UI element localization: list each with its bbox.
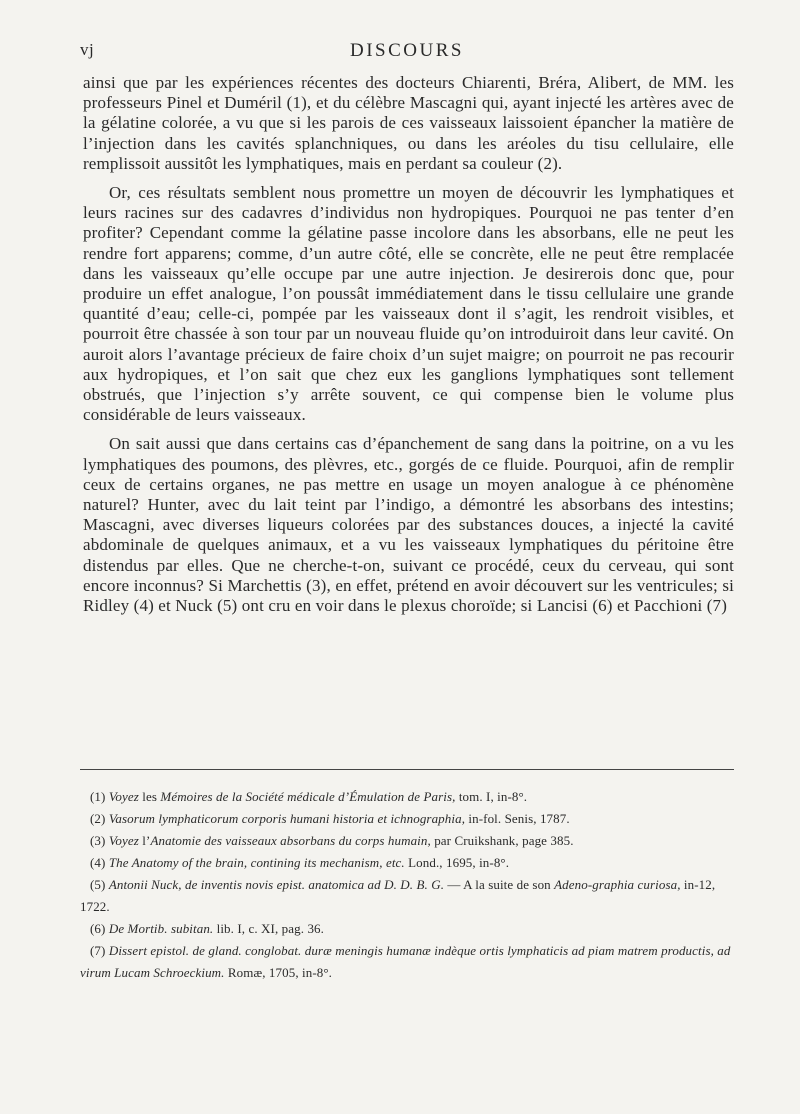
footnote: (5) Antonii Nuck, de inventis novis epist. anatomica ad D. D. B. G. — A la suite de son Adeno-graphia curiosa, in-12, 1722.	[80, 877, 716, 914]
page-header	[80, 40, 734, 66]
paragraph-3: On sait aussi que dans certains cas d’épanchement de sang dans la poitrine, on a vu les lymphatiques des poumons, des plèvres, etc., gorgés de ce fluide. Pourquoi, afin de remplir ceux de certains organes, ne pas mettre en usage un moyen analogue à ce phénomène naturel? Hunter, avec du lait teint par l’indigo, a démontré les absorbans des intestins; Mascagni, avec diverses liqueurs colorées par des substances douces, a injecté la cavité abdominale de quelques animaux, et a vu les vaisseaux lymphatiques du péritoine être distendus par elles. Que ne cherche-t-on, suivant ce procédé, ceux du cerveau, qui sont encore inconnus? Si Marchettis (3), en effet, prétend en avoir découvert sur les ventricules; si Ridley (4) et Nuck (5) ont cru en voir dans le plexus choroïde; si Lancisi (6) et Pacchioni (7)	[83, 434, 734, 616]
page-number: vj	[80, 40, 95, 59]
footnote: (3) Voyez l’Anatomie des vaisseaux absorbans du corps humain, par Cruikshank, page 385.	[90, 833, 574, 848]
paragraph-1: ainsi que par les expériences récentes des docteurs Chiarenti, Bréra, Alibert, de MM. les professeurs Pinel et Duméril (1), et du célèbre Mascagni qui, ayant injecté les artères avec de la gélatine colorée, a vu que si les parois de ces vaisseaux laissoient épancher la matière de l’injection dans les cavités splanchniques, ou dans les aréoles du tisu cellulaire, elle remplissoit aussitôt les lymphatiques, mais en perdant sa couleur (2).	[83, 73, 734, 173]
footnote: (7) Dissert epistol. de gland. conglobat. duræ meningis humanæ indèque ortis lymphaticis ad piam matrem productis, ad virum Lucam Schroeckium. Romæ, 1705, in-8°.	[80, 943, 731, 980]
body-text	[83, 73, 734, 616]
footnote: (2) Vasorum lymphaticorum corporis humani historia et ichnographia, in-fol. Senis, 1787.	[90, 811, 570, 826]
footnotes	[80, 786, 734, 984]
running-title: DISCOURS	[350, 40, 464, 61]
footnote-rule	[80, 769, 734, 770]
footnote: (1) Voyez les Mémoires de la Société médicale d’Émulation de Paris, tom. I, in-8°.	[90, 789, 528, 804]
footnote: (4) The Anatomy of the brain, contining its mechanism, etc. Lond., 1695, in-8°.	[90, 855, 510, 870]
paragraph-2: Or, ces résultats semblent nous promettre un moyen de découvrir les lymphatiques et leurs racines sur des cadavres d’individus non hydropiques. Pourquoi ne pas tenter d’en profiter? Cependant comme la gélatine passe incolore dans les absorbans, elle ne peut les rendre fort apparens; comme, d’un autre côté, elle se concrète, elle ne peut être remplacée dans les vaisseaux qu’elle occupe par une autre injection. Je desirerois donc que, pour produire un effet analogue, l’on poussât immédiatement dans le tissu cellulaire une grande quantité d’eau; celle-ci, pompée par les vaisseaux dont il s’agit, les rendroit visibles, et pourroit être chassée à son tour par un nouveau fluide qu’on introduiroit dans leur cavité. On auroit alors l’avantage précieux de faire choix d’un sujet maigre; on pourroit ne pas recourir aux hydropiques, et l’on sait que chez eux les ganglions lymphatiques sont tellement obstrués, que l’injection s’y arrête souvent, ce qui compense bien le volume plus considérable de leurs vaisseaux.	[83, 183, 734, 425]
footnote: (6) De Mortib. subitan. lib. I, c. XI, pag. 36.	[90, 921, 324, 936]
